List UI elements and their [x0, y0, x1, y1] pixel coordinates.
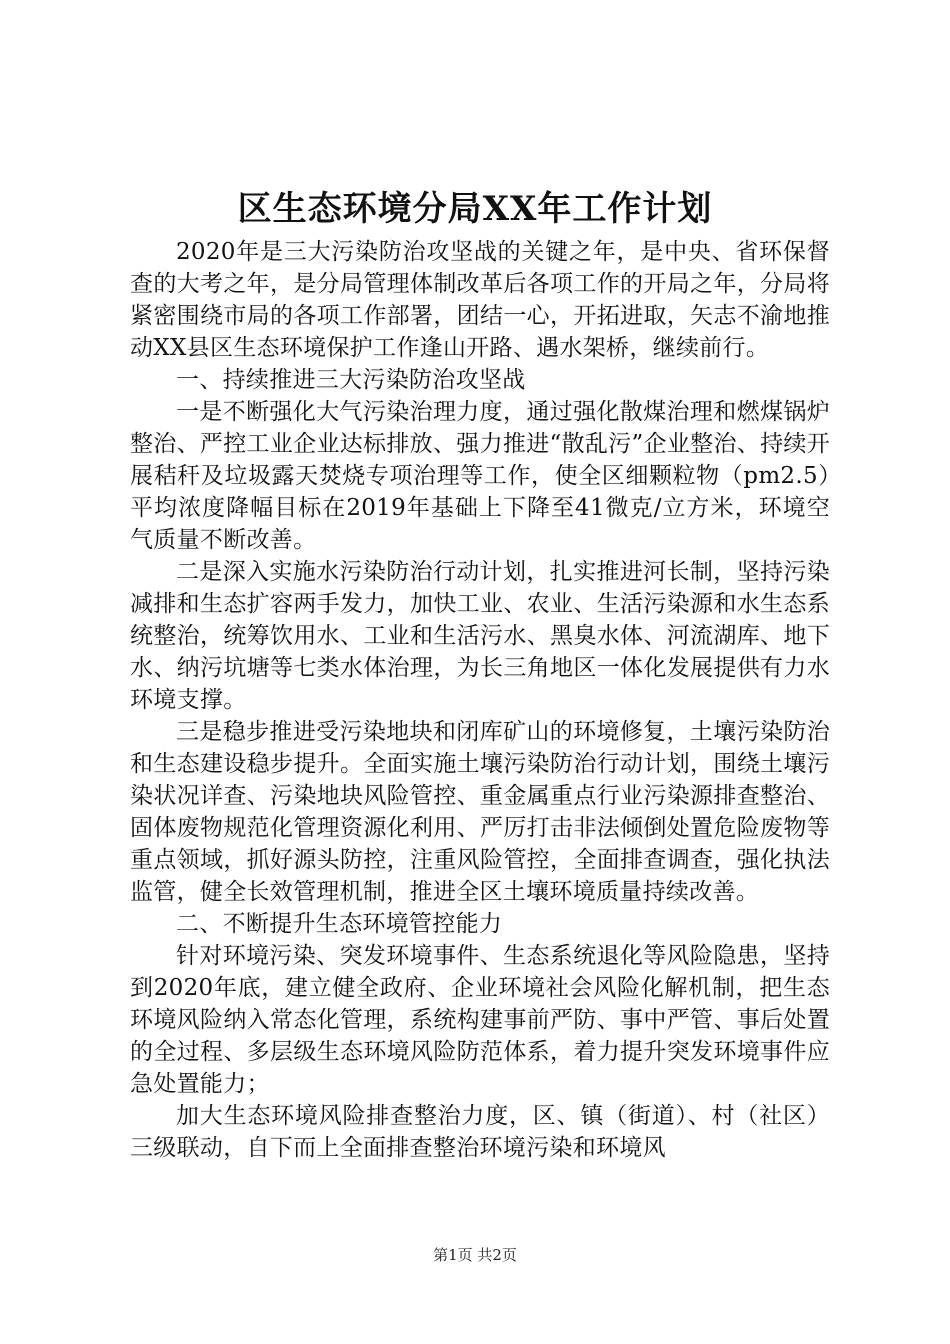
body-paragraph: 一是不断强化大气污染治理力度，通过强化散煤治理和燃煤锅炉整治、严控工业企业达标排放、强力推进“散乱污”企业整治、持续开展秸秆及垃圾露天焚烧专项治理等工作，使全区细颗粒物（pm2.5）平均浓度降幅目标在2019年基础上下降至41微克/立方米，环境空气质量不断改善。: [130, 399, 830, 553]
section-heading-1: 一、持续推进三大污染防治攻坚战: [176, 367, 526, 393]
body-paragraph: 二是深入实施水污染防治行动计划，扎实推进河长制，坚持污染减排和生态扩容两手发力，加快工业、农业、生活污染源和水生态系统整治，统筹饮用水、工业和生活污水、黑臭水体、河流湖库、地下水、纳污坑塘等七类水体治理，为长三角地区一体化发展提供有力水环境支撑。: [130, 559, 830, 713]
document-title: 区生态环境分局XX年工作计划: [237, 189, 713, 229]
document-body: [130, 236, 830, 1164]
body-paragraph: 三是稳步推进受污染地块和闭库矿山的环境修复，土壤污染防治和生态建设稳步提升。全面实施土壤污染防治行动计划，围绕土壤污染状况详查、污染地块风险管控、重金属重点行业污染源排查整治、固体废物规范化管理资源化利用、严厉打击非法倾倒处置危险废物等重点领域，抓好源头防控，注重风险管控，全面排查调查，强化执法监管，健全长效管理机制，推进全区土壤环境质量持续改善。: [130, 719, 830, 905]
section-heading-2: 二、不断提升生态环境管控能力: [176, 911, 503, 937]
intro-paragraph: 2020年是三大污染防治攻坚战的关键之年，是中央、省环保督查的大考之年，是分局管理体制改革后各项工作的开局之年，分局将紧密围绕市局的各项工作部署，团结一心，开拓进取，矢志不渝地推动XX县区生态环境保护工作逢山开路、遇水架桥，继续前行。: [130, 239, 830, 361]
body-paragraph: 针对环境污染、突发环境事件、生态系统退化等风险隐患，坚持到2020年底，建立健全政府、企业环境社会风险化解机制，把生态环境风险纳入常态化管理，系统构建事前严防、事中严管、事后处置的全过程、多层级生态环境风险防范体系，着力提升突发环境事件应急处置能力；: [130, 943, 830, 1097]
body-paragraph: 加大生态环境风险排查整治力度，区、镇（街道）、村（社区）三级联动，自下而上全面排查整治环境污染和环境风: [130, 1103, 830, 1161]
page-number: 第1页 共2页: [433, 1246, 517, 1264]
